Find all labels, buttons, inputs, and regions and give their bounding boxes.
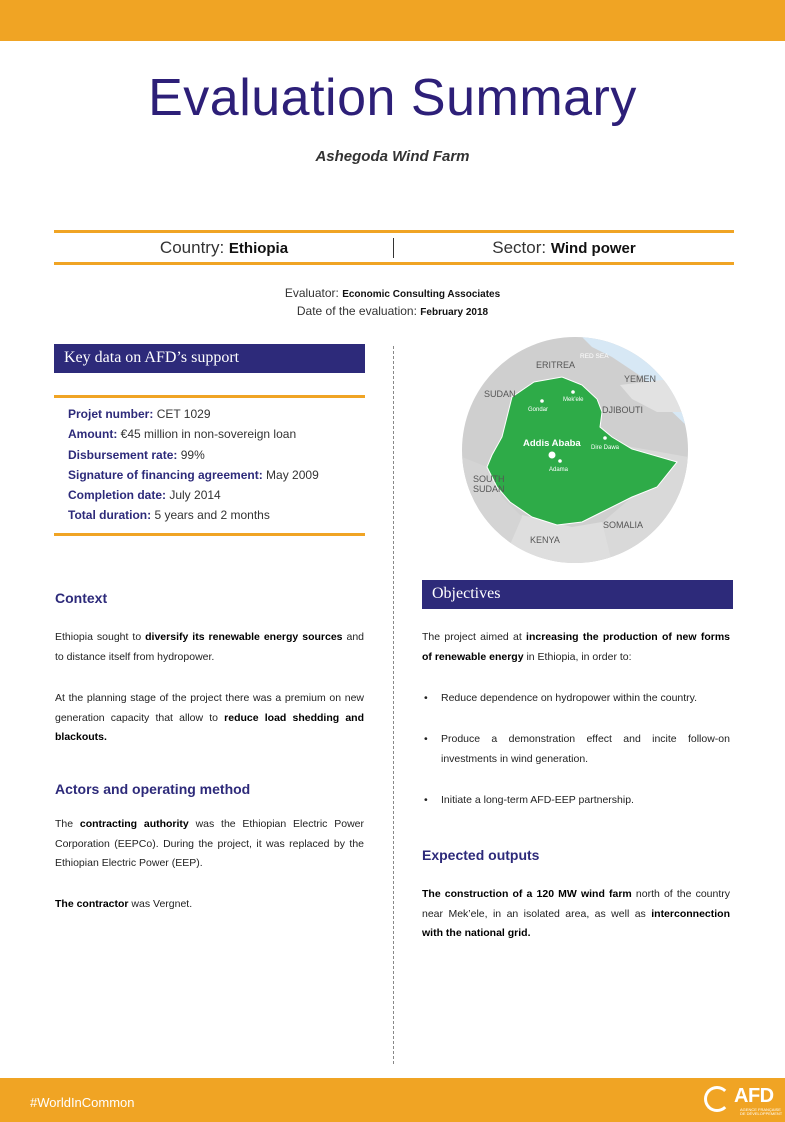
key-data-value: July 2014 <box>169 488 221 503</box>
addis-ababa-marker <box>549 452 556 459</box>
label-addis-ababa: Addis Ababa <box>523 438 581 449</box>
objective-bullet <box>424 689 730 709</box>
mekele-marker <box>571 390 575 394</box>
bullet-dot: • <box>424 692 428 704</box>
key-data-label: Amount: <box>68 427 118 442</box>
actors-paragraph-1 <box>55 815 364 874</box>
emphasis-run: diversify its renewable energy sources <box>145 631 343 643</box>
evaluator-label: Evaluator: <box>284 286 339 300</box>
emphasis-run: The construction of a 120 MW wind farm <box>422 888 632 900</box>
emphasis-run: interconnection with the national grid. <box>422 907 730 939</box>
key-data-heading: Key data on AFD’s support <box>54 344 365 373</box>
evaluation-date-label: Date of the evaluation: <box>296 304 417 318</box>
country-cell <box>54 238 394 258</box>
text-run: north of the country near Mek’ele, in an isolated area, as well as <box>422 888 730 920</box>
evaluator-value: Economic Consulting Associates <box>342 289 501 300</box>
ethiopia-map <box>462 337 688 563</box>
country-sector-row <box>54 238 734 262</box>
emphasis-run: increasing the production of new forms of renewable energy <box>422 631 730 663</box>
emphasis-run: The contractor <box>55 898 129 910</box>
key-data-list <box>68 404 358 526</box>
logo-wordmark: AFD <box>734 1085 774 1107</box>
text-run: At the planning stage of the project there was a premium on new generation capacity that allow to <box>55 692 364 724</box>
column-divider <box>393 346 394 1064</box>
outputs-paragraph <box>422 885 730 944</box>
outputs-title: Expected outputs <box>422 847 540 863</box>
text-run: The <box>55 818 80 830</box>
dire-dawa-marker <box>603 436 607 440</box>
logo-ring-icon <box>704 1086 730 1112</box>
label-eritrea: ERITREA <box>536 360 576 370</box>
label-mekele: Mek'ele <box>563 397 584 403</box>
evaluator-line <box>0 286 785 300</box>
label-red-sea: RED SEA <box>580 353 609 360</box>
key-data-rule-top <box>54 395 365 398</box>
label-south-sudan-1: SOUTH <box>473 474 505 484</box>
country-value: Ethiopia <box>228 240 289 257</box>
bullet-text: Reduce dependence on hydropower within the country. <box>441 692 698 704</box>
text-run: Ethiopia sought to <box>55 631 146 643</box>
text-run: and to distance itself from hydropower. <box>55 631 365 663</box>
objective-bullet <box>424 791 730 811</box>
label-dire-dawa: Dire Dawa <box>591 445 620 451</box>
context-title: Context <box>55 590 108 606</box>
page-title: Evaluation Summary <box>148 69 637 127</box>
key-data-label: Disbursement rate: <box>68 447 178 462</box>
sector-cell <box>394 238 734 258</box>
hashtag-link[interactable]: #WorldInCommon <box>30 1095 135 1110</box>
adama-marker <box>558 459 562 463</box>
key-data-label: Total duration: <box>68 508 152 523</box>
context-paragraph-1 <box>55 628 364 667</box>
key-data-label: Projet number: <box>68 407 154 421</box>
key-data-value: May 2009 <box>266 467 319 482</box>
label-yemen: YEMEN <box>624 374 657 384</box>
text-run: The project aimed at <box>422 631 527 643</box>
key-data-item <box>68 485 358 505</box>
key-data-label: Completion date: <box>68 488 166 503</box>
label-gondar: Gondar <box>528 407 549 413</box>
bullet-dot: • <box>424 733 428 745</box>
bullet-text: Initiate a long-term AFD-EEP partnership. <box>441 794 634 806</box>
emphasis-run: reduce load shedding and blackouts. <box>55 711 364 743</box>
key-data-value: 5 years and 2 months <box>154 508 270 523</box>
evaluation-date-value: February 2018 <box>420 307 489 318</box>
key-data-value: 99% <box>180 447 205 462</box>
objectives-intro <box>422 628 730 667</box>
key-data-item <box>68 465 358 485</box>
label-south-sudan-2: SUDAN <box>473 484 505 494</box>
label-somalia: SOMALIA <box>603 520 644 530</box>
context-paragraph-2 <box>55 689 364 748</box>
key-data-rule-bottom <box>54 533 365 536</box>
key-data-item <box>68 424 358 444</box>
text-run: in Ethiopia, in order to: <box>523 650 632 663</box>
afd-logo <box>704 1084 783 1118</box>
sector-value: Wind power <box>550 240 636 257</box>
key-data-value: CET 1029 <box>156 407 211 421</box>
logo-subtext: AGENCE FRANÇAISE DE DÉVELOPPEMENT <box>740 1107 783 1116</box>
label-kenya: KENYA <box>530 535 560 545</box>
project-name: Ashegoda Wind Farm <box>315 148 470 165</box>
text-run: was Vergnet. <box>128 898 193 910</box>
divider-bottom <box>54 262 734 265</box>
key-data-label: Signature of financing agreement: <box>68 467 263 482</box>
text-run: was the Ethiopian Electric Power Corporation (EEPCo). During the project, it was replaced by the Ethiopian Electric Power (EEP). <box>55 818 364 869</box>
label-djibouti: DJIBOUTI <box>602 405 644 415</box>
evaluation-date-line <box>0 304 785 318</box>
gondar-marker <box>540 399 544 403</box>
actors-title: Actors and operating method <box>55 781 251 797</box>
key-data-item <box>68 505 358 525</box>
emphasis-run: contracting authority <box>79 818 189 830</box>
divider-top <box>54 230 734 233</box>
label-sudan: SUDAN <box>484 389 516 399</box>
objectives-heading: Objectives <box>422 580 733 609</box>
sector-label: Sector: <box>492 238 547 257</box>
bullet-text: Produce a demonstration effect and incite follow-on investments in wind generation. <box>441 733 730 765</box>
objective-bullet <box>424 730 730 769</box>
country-label: Country: <box>159 238 225 257</box>
map-graphic <box>462 337 688 563</box>
key-data-item <box>68 445 358 465</box>
bullet-dot: • <box>424 794 428 806</box>
key-data-value: €45 million in non-sovereign loan <box>120 427 297 442</box>
key-data-item <box>68 404 358 424</box>
top-banner <box>0 0 785 41</box>
label-adama: Adama <box>549 467 569 473</box>
actors-paragraph-2 <box>55 895 364 915</box>
